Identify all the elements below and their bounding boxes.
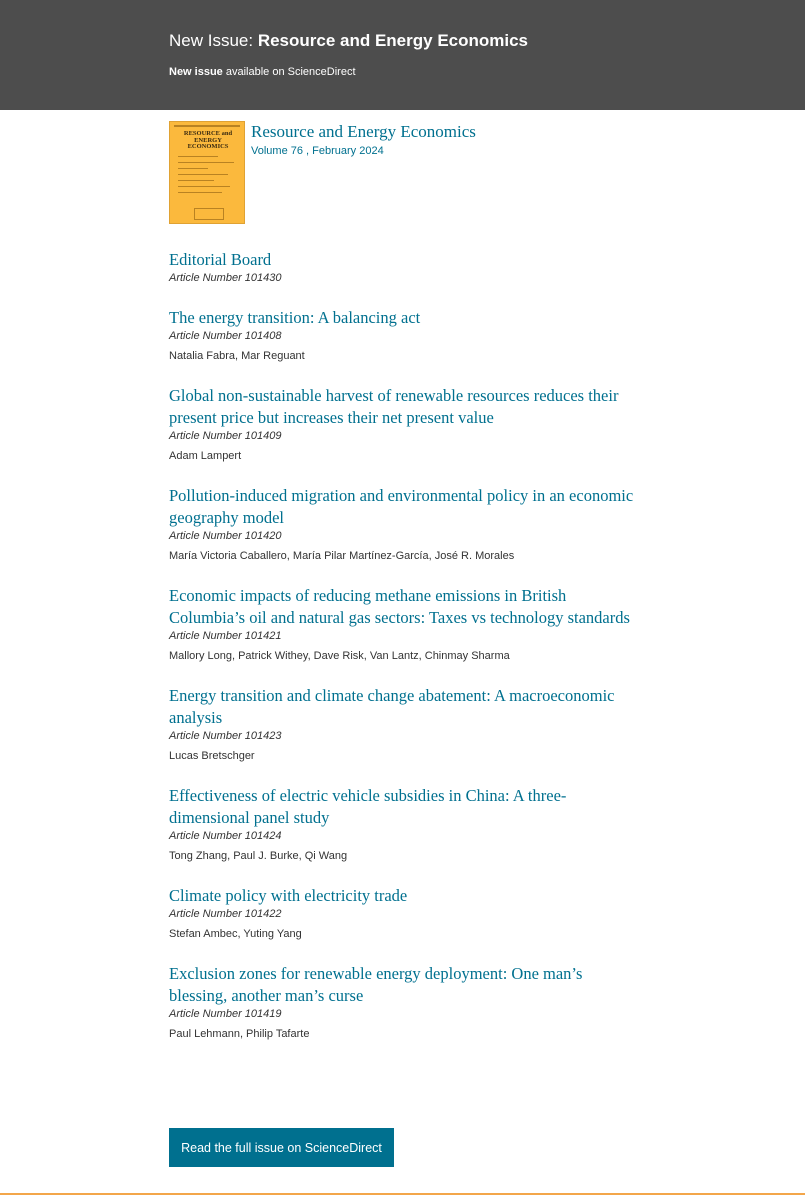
article-number: Article Number 101409 — [169, 430, 282, 442]
article-authors: Tong Zhang, Paul J. Burke, Qi Wang — [169, 850, 348, 862]
list-item — [169, 963, 644, 1041]
article-number: Article Number 101424 — [169, 830, 282, 842]
article-authors: Natalia Fabra, Mar Reguant — [169, 350, 305, 362]
footer-divider — [0, 1193, 805, 1195]
journal-title-link[interactable]: Resource and Energy Economics — [251, 122, 476, 141]
email-header — [0, 0, 805, 110]
list-item — [169, 785, 644, 863]
list-item — [169, 685, 644, 763]
list-item — [169, 385, 644, 463]
article-authors: Adam Lampert — [169, 450, 242, 462]
cover-title: RESOURCE and ENERGY ECONOMICS — [183, 130, 233, 150]
article-number: Article Number 101419 — [169, 1008, 282, 1020]
article-authors: Paul Lehmann, Philip Tafarte — [169, 1028, 310, 1040]
article-title-link[interactable]: Effectiveness of electric vehicle subsidies in China: A three-dimensional panel study — [169, 786, 567, 827]
header-sub-rest: available on ScienceDirect — [222, 66, 356, 78]
article-title-link[interactable]: Climate policy with electricity trade — [169, 886, 408, 905]
article-number: Article Number 101423 — [169, 730, 282, 742]
article-title-link[interactable]: Economic impacts of reducing methane emissions in British Columbia’s oil and natural gas sectors: Taxes vs technology standards — [169, 586, 630, 627]
journal-info — [169, 121, 639, 225]
article-authors: María Victoria Caballero, María Pilar Martínez-García, José R. Morales — [169, 550, 515, 562]
article-number: Article Number 101421 — [169, 630, 282, 642]
list-item — [169, 485, 644, 563]
list-item — [169, 249, 644, 285]
article-authors: Stefan Ambec, Yuting Yang — [169, 928, 302, 940]
article-list — [169, 249, 644, 1063]
read-full-issue-button[interactable]: Read the full issue on ScienceDirect — [169, 1128, 394, 1167]
header-title — [169, 30, 528, 52]
article-authors: Lucas Bretschger — [169, 750, 255, 762]
article-number: Article Number 101422 — [169, 908, 282, 920]
article-title-link[interactable]: The energy transition: A balancing act — [169, 308, 421, 327]
article-number: Article Number 101430 — [169, 272, 282, 284]
header-subtitle — [169, 65, 356, 79]
article-number: Article Number 101408 — [169, 330, 282, 342]
article-title-link[interactable]: Energy transition and climate change abatement: A macroeconomic analysis — [169, 686, 615, 727]
article-title-link[interactable]: Global non-sustainable harvest of renewable resources reduces their present price but increases their net present value — [169, 386, 619, 427]
article-title-link[interactable]: Editorial Board — [169, 250, 272, 269]
article-title-link[interactable]: Pollution-induced migration and environmental policy in an economic geography model — [169, 486, 634, 527]
journal-volume-date: Volume 76 , February 2024 — [251, 145, 384, 157]
header-journal-name: Resource and Energy Economics — [257, 31, 529, 50]
list-item — [169, 885, 644, 941]
article-number: Article Number 101420 — [169, 530, 282, 542]
list-item — [169, 307, 644, 363]
article-authors: Mallory Long, Patrick Withey, Dave Risk, Van Lantz, Chinmay Sharma — [169, 650, 510, 662]
header-sub-bold: New issue — [169, 66, 223, 78]
article-title-link[interactable]: Exclusion zones for renewable energy deployment: One man’s blessing, another man’s curse — [169, 964, 583, 1005]
header-title-prefix: New Issue: — [169, 31, 258, 50]
list-item — [169, 585, 644, 663]
journal-cover-image[interactable] — [169, 121, 245, 224]
